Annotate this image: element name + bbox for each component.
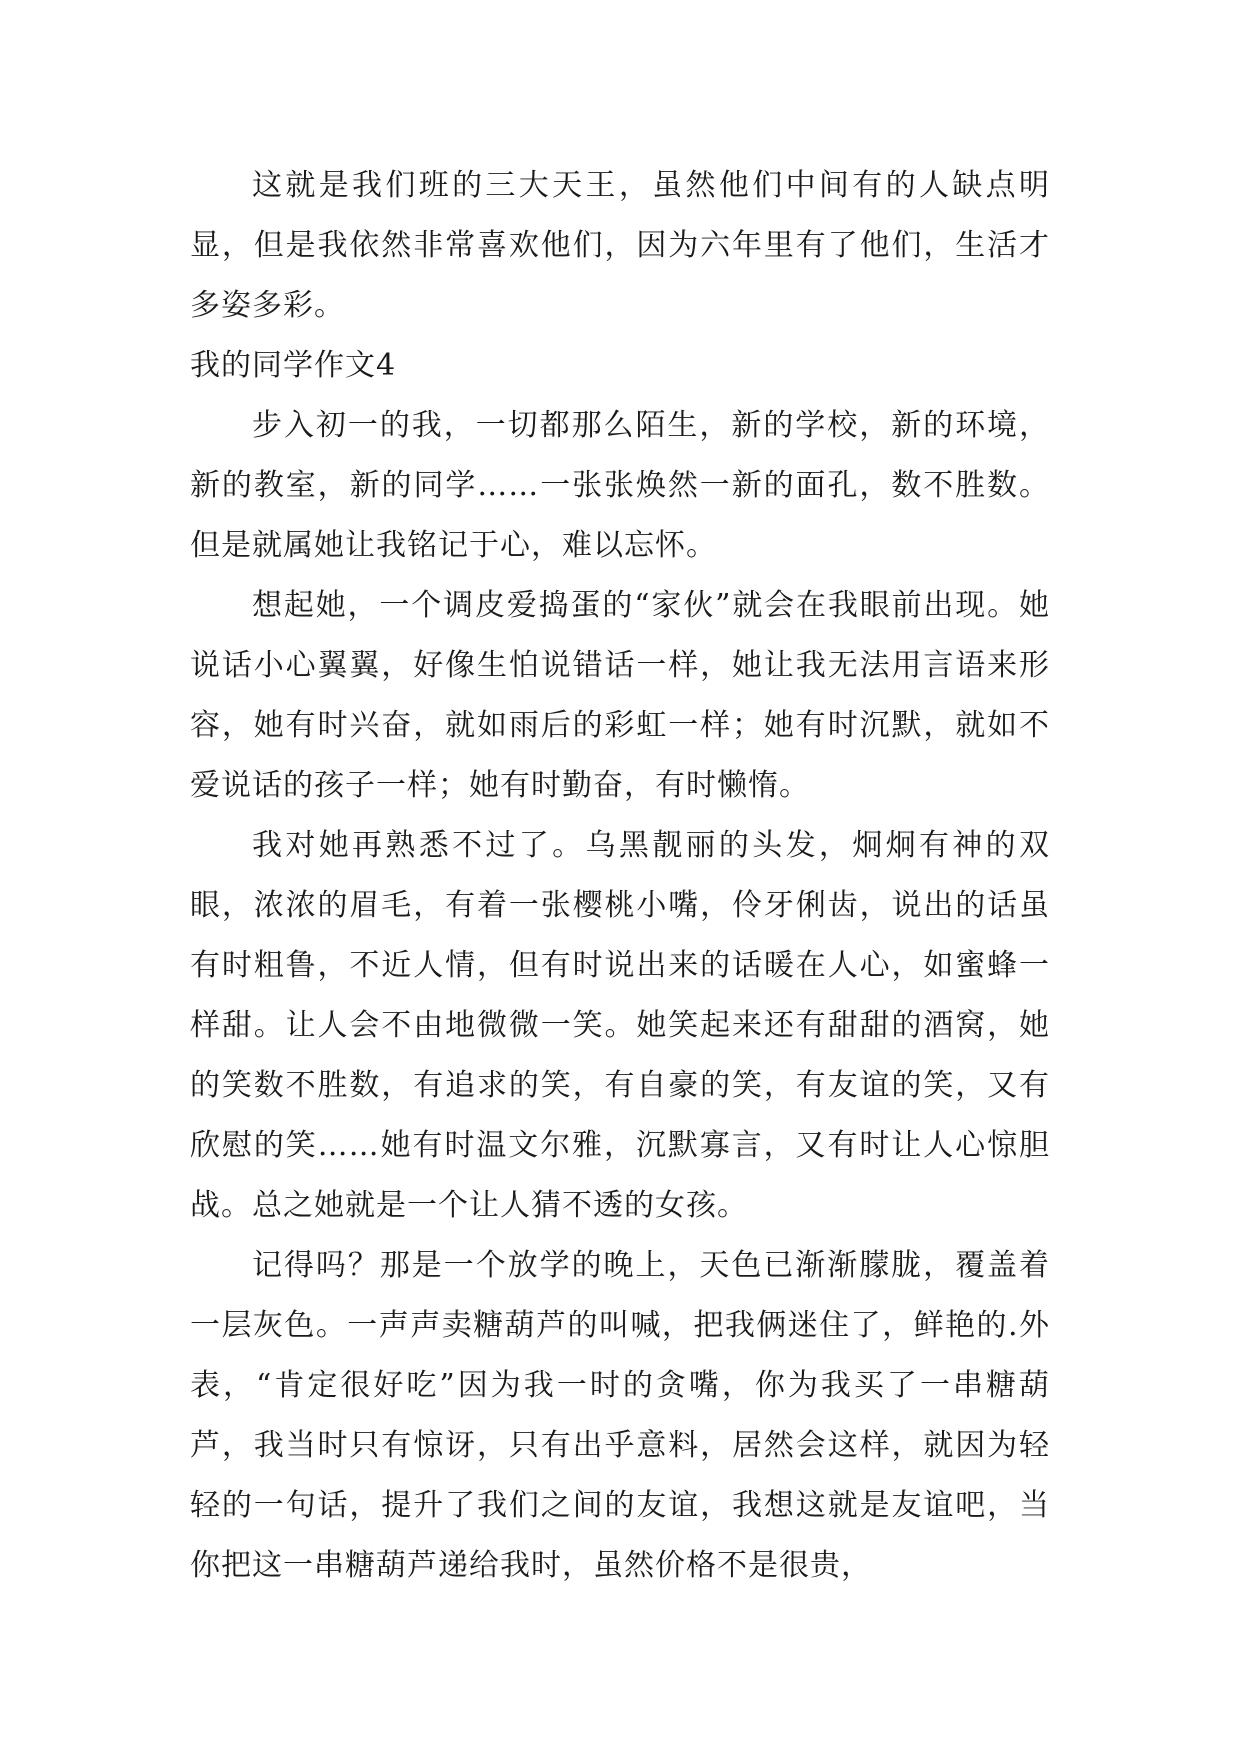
paragraph-3: 我对她再熟悉不过了。乌黑靓丽的头发，炯炯有神的双眼，浓浓的眉毛，有着一张樱桃小嘴，伶牙俐齿，说出的话虽有时粗鲁，不近人情，但有时说出来的话暖在人心，如蜜蜂一样甜。让人会不由地微微一笑。她笑起来还有甜甜的酒窝，她的笑数不胜数，有追求的笑，有自豪的笑，有友谊的笑，又有欣慰的笑……她有时温文尔雅，沉默寡言，又有时让人心惊胆战。总之她就是一个让人猜不透的女孩。 [190,828,1050,1223]
paragraph-closing-previous: 这就是我们班的三大天王，虽然他们中间有的人缺点明显，但是我依然非常喜欢他们，因为六年里有了他们，生活才多姿多彩。 [190,168,1050,323]
paragraph-1: 步入初一的我，一切都那么陌生，新的学校，新的环境，新的教室，新的同学……一张张焕然一新的面孔，数不胜数。但是就属她让我铭记于心，难以忘怀。 [190,408,1050,563]
paragraph-4: 记得吗？那是一个放学的晚上，天色已渐渐朦胧，覆盖着一层灰色。一声声卖糖葫芦的叫喊，把我俩迷住了，鲜艳的.外表，“肯定很好吃”因为我一时的贪嘴，你为我买了一串糖葫芦，我当时只有惊讶，只有出乎意料，居然会这样，就因为轻轻的一句话，提升了我们之间的友谊，我想这就是友谊吧，当你把这一串糖葫芦递给我时，虽然价格不是很贵， [190,1248,1050,1583]
section-title: 我的同学作文4 [190,348,397,383]
paragraph-2: 想起她，一个调皮爱捣蛋的“家伙”就会在我眼前出现。她说话小心翼翼，好像生怕说错话一样，她让我无法用言语来形容，她有时兴奋，就如雨后的彩虹一样；她有时沉默，就如不爱说话的孩子一样；她有时勤奋，有时懒惰。 [190,588,1050,803]
document-body [190,156,1050,1596]
